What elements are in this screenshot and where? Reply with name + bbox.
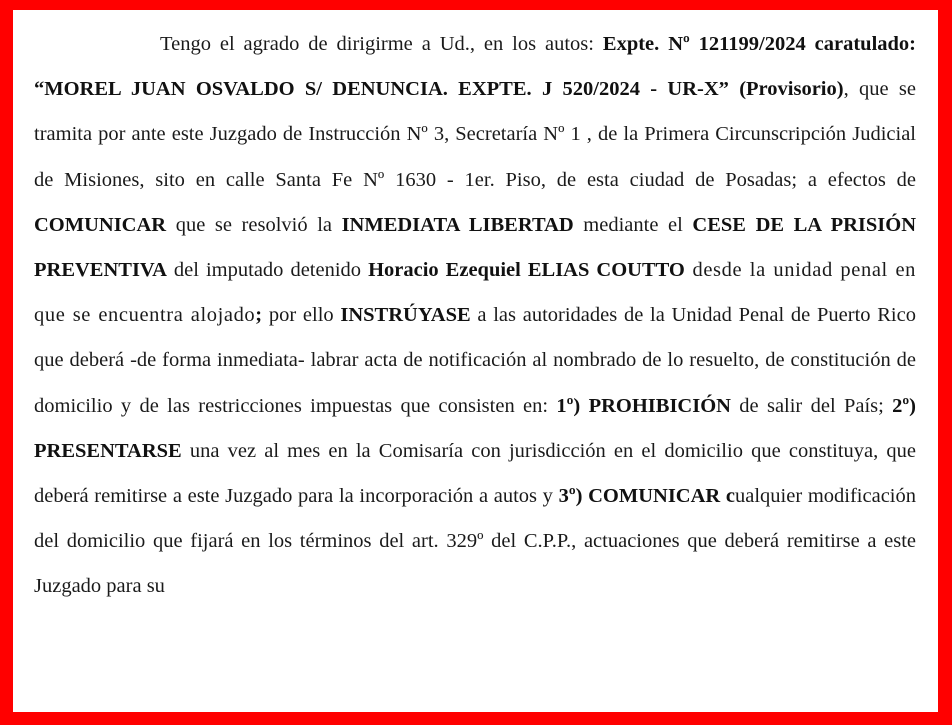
text-segment-bold: INSTRÚYASE: [340, 304, 471, 327]
text-segment: por ello: [262, 304, 341, 327]
text-segment-bold: Expte. Nº 121199/2024 caratulado: “MOREL JUAN OSVALDO S/ DENUNCIA. EXPTE. J 520/2024 - UR-X” (Provisorio): [34, 33, 916, 101]
document-frame: [13, 10, 938, 712]
text-segment-bold: 1º) PROHIBICIÓN: [556, 394, 731, 417]
text-segment: del imputado detenido: [166, 259, 369, 282]
text-segment-bold: ;: [255, 304, 263, 327]
text-segment-bold: CESE DE LA PRISIÓN PREVENTIVA: [34, 213, 917, 282]
text-segment: de salir del País;: [730, 394, 893, 417]
text-segment: desde la unidad penal en que se encuentra alojado: [34, 259, 916, 327]
text-segment-bold: COMUNICAR: [34, 213, 167, 236]
text-segment-bold: 3º) COMUNICAR c: [558, 485, 735, 508]
text-segment: , que se tramita por ante este Juzgado de Instrucción Nº 3, Secretaría Nº 1 , de la Primera Circunscripción Judicial de Misiones, sito en calle Santa Fe Nº 1630 - 1er. Piso, de esta ciudad de Posadas; a efectos de: [34, 78, 916, 191]
text-segment-bold: Horacio Ezequiel ELIAS COUTTO: [368, 259, 685, 282]
text-segment-bold: 2º) PRESENTARSE: [34, 394, 916, 462]
text-segment-bold: INMEDIATA LIBERTAD: [341, 213, 574, 236]
text-segment: que se resolvió la: [166, 213, 342, 236]
text-segment: a las autoridades de la Unidad Penal de Puerto Rico que deberá -de forma inmediata- labrar acta de notificación al nombrado de lo resuelto, de constitución de domicilio y de las restricciones impuestas que consisten en:: [34, 304, 916, 417]
text-segment: una vez al mes en la Comisaría con jurisdicción en el domicilio que constituya, que deberá remitirse a este Juzgado para la incorporación a autos y: [34, 439, 916, 508]
text-segment: Tengo el agrado de dirigirme a Ud., en los autos:: [160, 33, 603, 55]
document-paragraph: [34, 22, 916, 610]
text-segment: ualquier modificación del domicilio que fijará en los términos del art. 329º del C.P.P., actuaciones que deberá remitirse a este Juzgado para su: [34, 485, 916, 598]
text-segment: mediante el: [573, 213, 693, 236]
